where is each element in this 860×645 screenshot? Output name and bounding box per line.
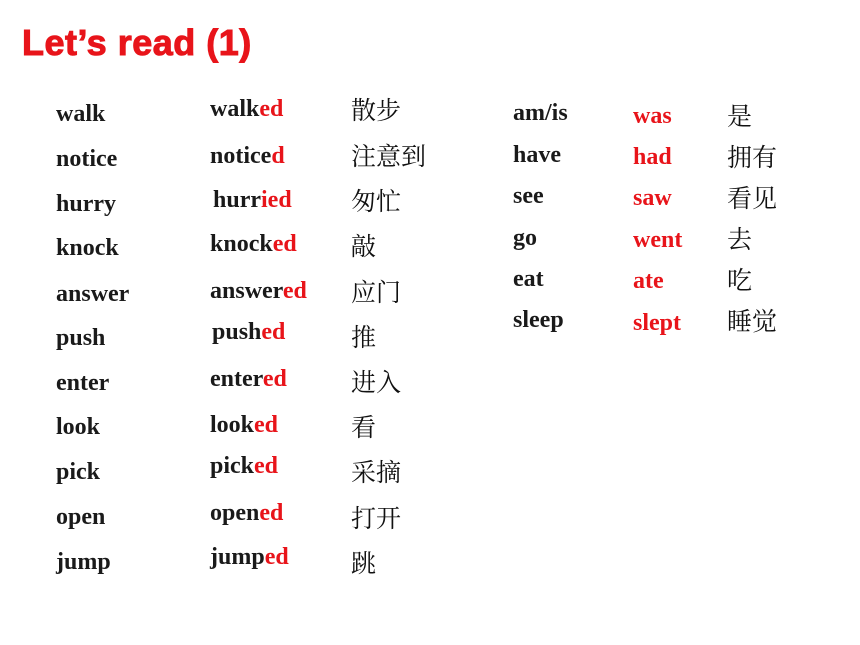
base-word: push bbox=[56, 325, 106, 351]
meaning: 吃 bbox=[727, 266, 753, 295]
past-form: answered bbox=[210, 278, 307, 304]
base-word: go bbox=[513, 225, 537, 251]
past-form: jumped bbox=[210, 544, 289, 570]
past-form: was bbox=[633, 103, 672, 129]
base-word: look bbox=[56, 414, 101, 440]
meaning: 推 bbox=[351, 323, 377, 352]
meaning: 散步 bbox=[351, 96, 402, 125]
meaning: 是 bbox=[727, 102, 753, 131]
base-word: see bbox=[513, 183, 544, 209]
meaning: 进入 bbox=[351, 368, 402, 397]
meaning: 睡觉 bbox=[727, 307, 778, 336]
base-word: open bbox=[56, 504, 106, 530]
meaning: 打开 bbox=[351, 504, 402, 533]
past-form: picked bbox=[210, 453, 279, 479]
base-word: am/is bbox=[513, 100, 568, 126]
meaning: 采摘 bbox=[351, 458, 402, 487]
past-form: pushed bbox=[212, 319, 286, 345]
base-word: answer bbox=[56, 281, 130, 307]
base-word: enter bbox=[56, 370, 110, 396]
base-word: jump bbox=[56, 549, 111, 575]
past-form: ate bbox=[633, 268, 664, 294]
base-word: hurry bbox=[56, 191, 116, 217]
meaning: 看 bbox=[351, 413, 377, 442]
meaning: 看见 bbox=[727, 184, 778, 213]
past-form: hurried bbox=[213, 187, 292, 213]
meaning: 应门 bbox=[351, 278, 402, 307]
base-word: notice bbox=[56, 146, 118, 172]
base-word: pick bbox=[56, 459, 101, 485]
meaning: 匆忙 bbox=[351, 187, 402, 216]
meaning: 跳 bbox=[351, 549, 377, 578]
past-form: had bbox=[633, 144, 672, 170]
past-form: entered bbox=[210, 366, 287, 392]
meaning: 注意到 bbox=[351, 142, 427, 171]
base-word: knock bbox=[56, 235, 119, 261]
base-word: have bbox=[513, 142, 561, 168]
past-form: noticed bbox=[210, 143, 285, 169]
past-form: opened bbox=[210, 500, 284, 526]
past-form: slept bbox=[633, 310, 681, 336]
past-form: knocked bbox=[210, 231, 297, 257]
page-title: Let’s read (1) bbox=[22, 22, 252, 63]
past-form: went bbox=[633, 227, 683, 253]
meaning: 敲 bbox=[351, 232, 377, 261]
meaning: 去 bbox=[727, 225, 753, 254]
meaning: 拥有 bbox=[727, 143, 778, 172]
past-form: walked bbox=[210, 96, 284, 122]
past-form: looked bbox=[210, 412, 279, 438]
base-word: eat bbox=[513, 266, 544, 292]
base-word: walk bbox=[56, 101, 106, 127]
past-form: saw bbox=[633, 185, 672, 211]
base-word: sleep bbox=[513, 307, 564, 333]
